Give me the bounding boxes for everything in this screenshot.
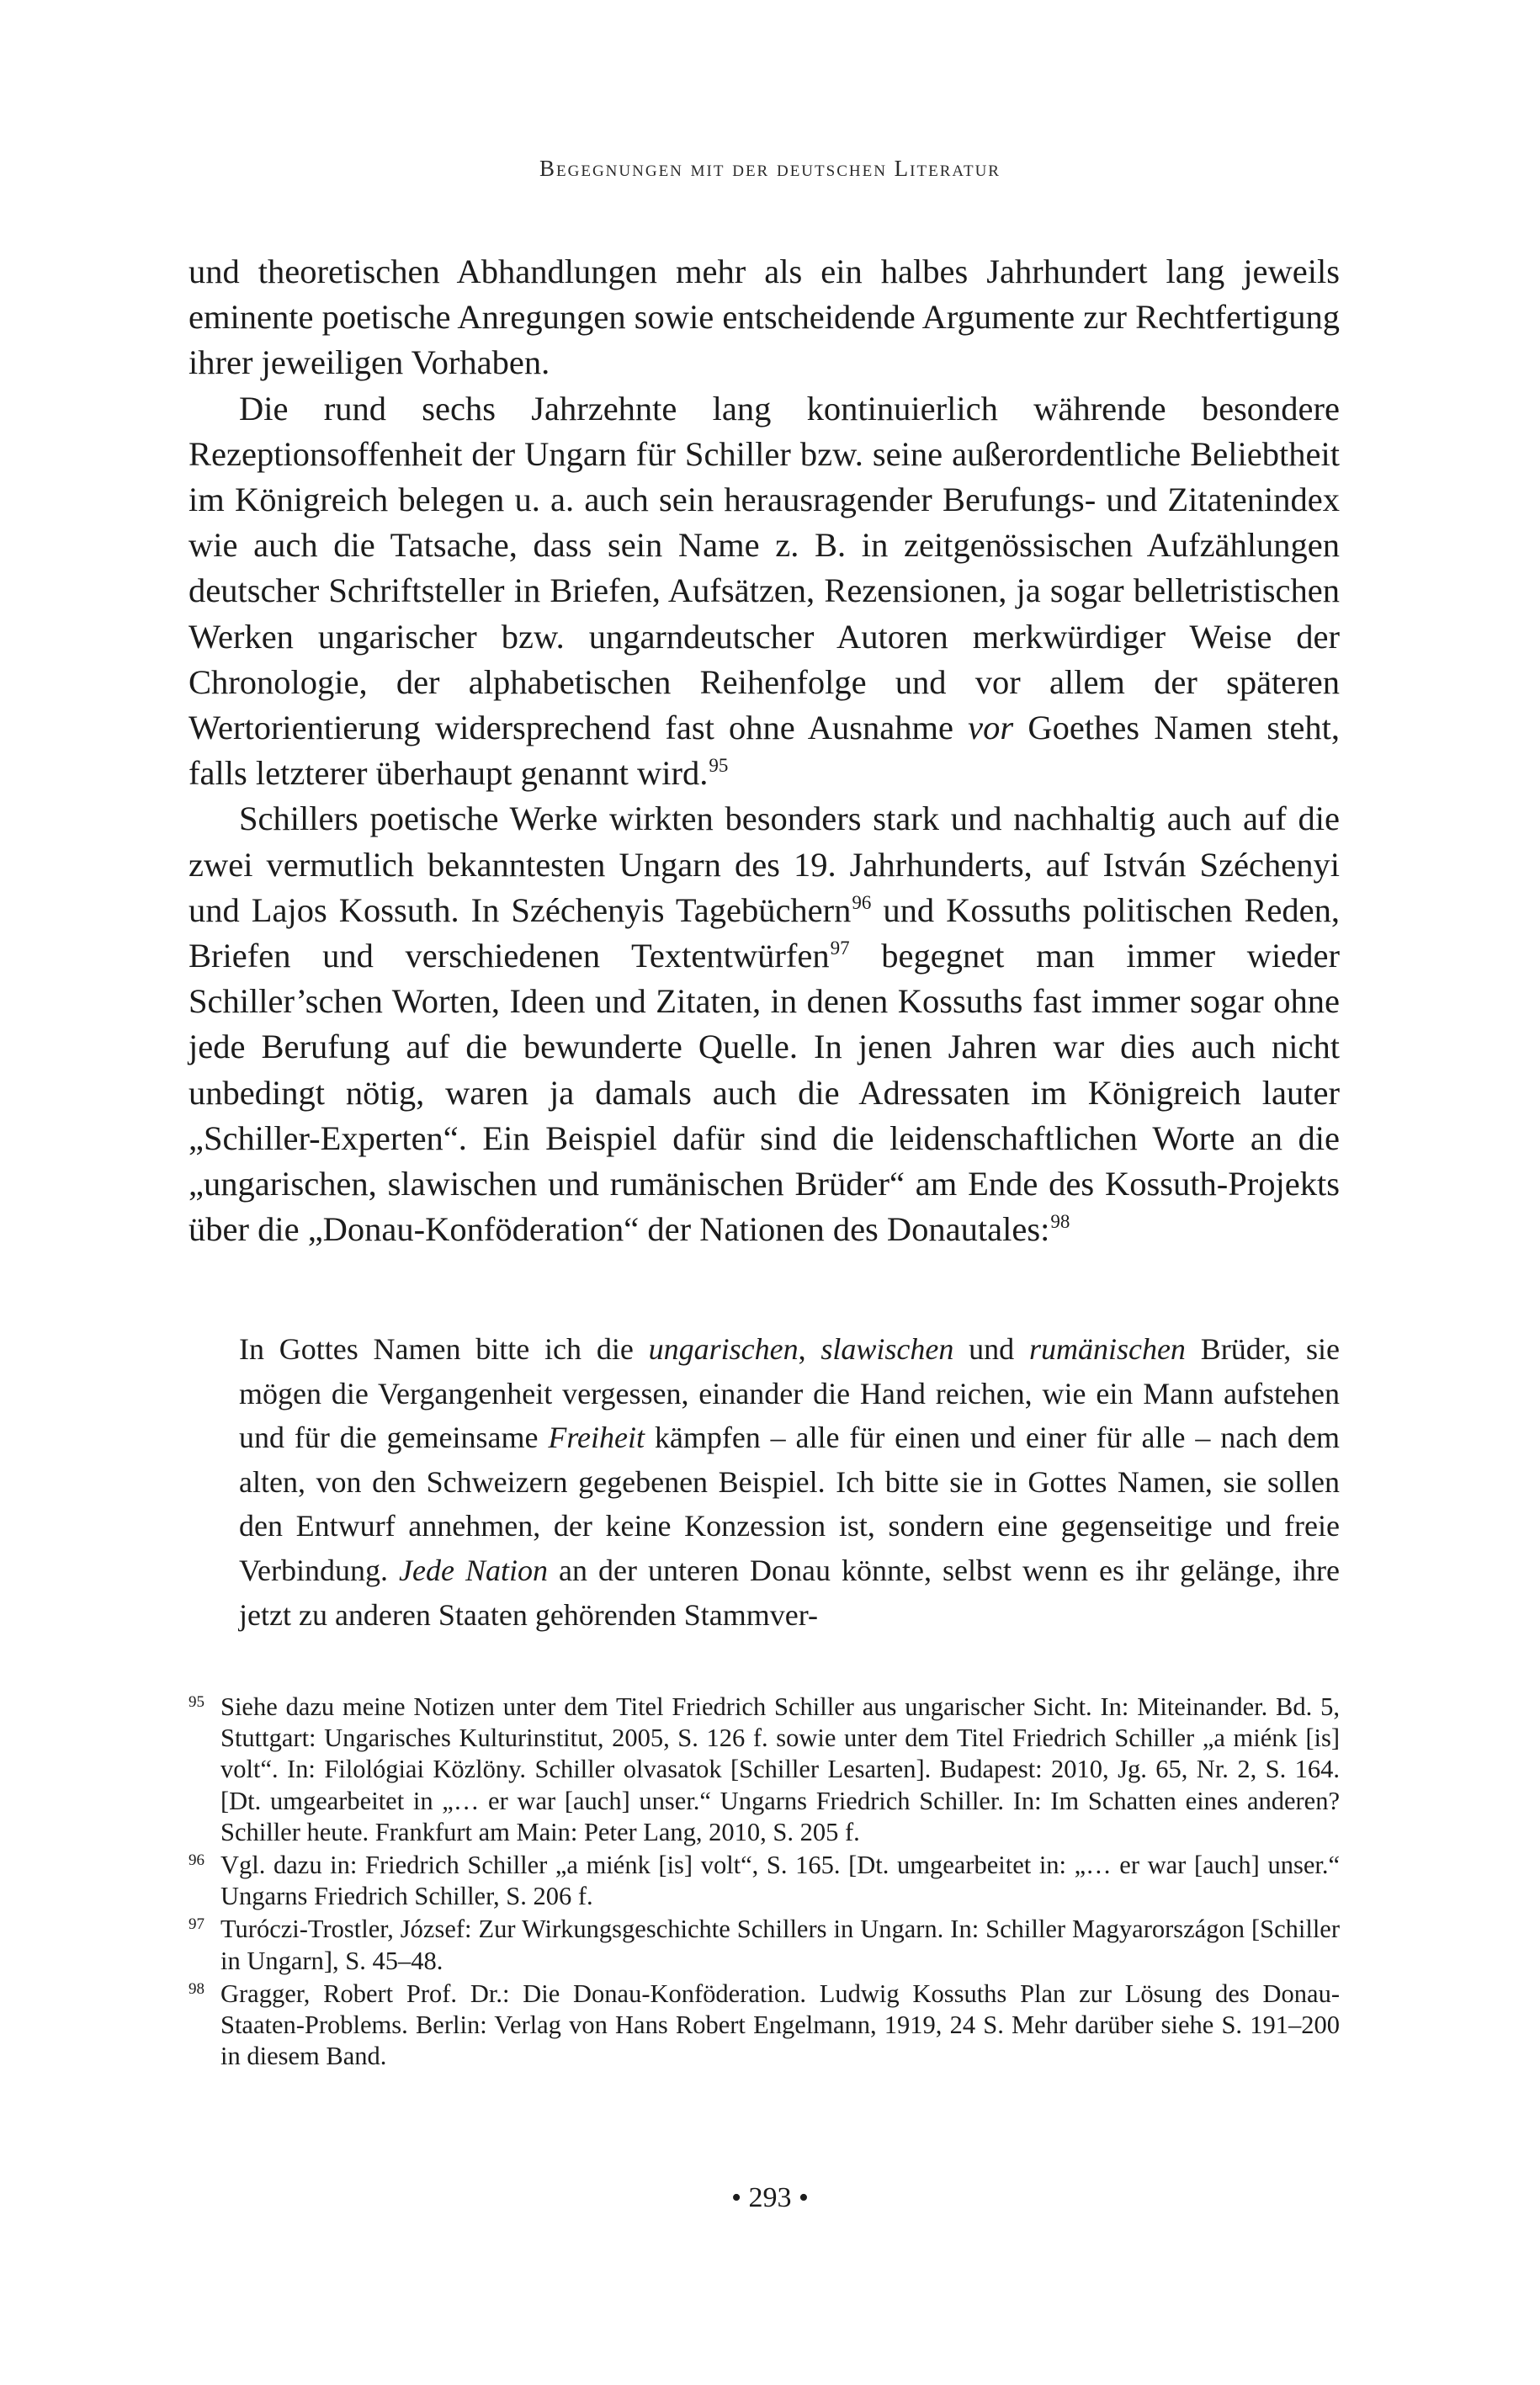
paragraph-2-emphasis: vor [968, 709, 1014, 747]
quote-emphasis: slawischen [820, 1332, 954, 1366]
paragraph-2-text-a: Die rund sechs Jahrzehnte lang kontinuierlich währende besondere Rezeptionsoffenheit der Ungarn für Schiller bzw. seine außerordentliche Beliebtheit im Königreich belegen u. a. auch sein herausragender Berufungs- und Zitatenindex wie auch die Tatsache, dass sein Name z. B. in zeitgenössischen Aufzählungen deutscher Schriftsteller in Briefen, Aufsätzen, Rezensionen, ja sogar belletristischen Werken ungarischer bzw. ungarndeutscher Autoren merkwürdiger Weise der Chronologie, der alphabetischen Reihenfolge und vor allem der späteren Wertorientierung widersprechend fast ohne Ausnahme [189, 389, 1340, 747]
block-quote [239, 1327, 1340, 1637]
footnote-95 [189, 1692, 1340, 1848]
footnote-number: 95 [189, 1693, 204, 1711]
footnote-text: Siehe dazu meine Notizen unter dem Titel Friedrich Schiller aus ungarischer Sicht. In: Miteinander. Bd. 5, Stuttgart: Ungarisches Kulturinstitut, 2005, S. 126 f. sowie unter dem Titel Friedrich Schiller „a miénk [is] volt“. In: Filológiai Közlöny. Schiller olvasatok [Schiller Lesarten]. Budapest: 2010, Jg. 65, Nr. 2, S. 164. [Dt. umgearbeitet in „… er war [auch] unser.“ Ungarns Friedrich Schiller. In: Im Schatten eines anderen? Schiller heute. Frankfurt am Main: Peter Lang, 2010, S. 205 f. [220, 1692, 1340, 1846]
paragraph-2 [189, 386, 1340, 797]
running-head: Begegnungen mit der deutschen Literatur [539, 156, 1001, 181]
footnote-97 [189, 1914, 1340, 1976]
quote-emphasis: rumänischen [1028, 1332, 1186, 1366]
footnote-98 [189, 1979, 1340, 2073]
footnote-text: Gragger, Robert Prof. Dr.: Die Donau-Konföderation. Ludwig Kossuths Plan zur Lösung des Donau-Staaten-Problems. Berlin: Verlag von Hans Robert Engelmann, 1919, 24 S. Mehr darüber siehe S. 191–200 in diesem Band. [220, 1979, 1340, 2071]
footnote-ref-95[interactable]: 95 [709, 755, 729, 777]
paragraph-3-text-c: begegnet man immer wieder Schiller’schen Worten, Ideen und Zitaten, in denen Kossuths fast immer sogar ohne jede Berufung auf die bewunderte Quelle. In jenen Jahren war dies auch nicht unbedingt nötig, waren ja damals auch die Adressaten im Königreich lauter „Schiller-Experten“. Ein Beispiel dafür sind die leidenschaftlichen Worte an die „ungarischen, slawischen und rumänischen Brüder“ am Ende des Kossuth-Projekts über die „Donau-Konföderation“ der Nationen des Donautales: [189, 937, 1340, 1249]
footnote-number: 97 [189, 1915, 204, 1934]
main-text [189, 249, 1340, 1252]
page-number: • 293 • [731, 2182, 809, 2213]
footnote-ref-96[interactable]: 96 [852, 891, 872, 913]
quote-text: Brüder, sie mögen die Vergangenheit vergessen, einander die Hand reichen, wie ein Mann aufstehen und für die gemeinsame [239, 1332, 1341, 1455]
footnote-text: Vgl. dazu in: Friedrich Schiller „a miénk [is] volt“, S. 165. [Dt. umgearbeitet in: „… er war [auch] unser.“ Ungarns Friedrich Schiller, S. 206 f. [220, 1851, 1340, 1911]
paragraph-3-text-b: und Kossuths politischen Reden, Briefen und verschiedenen Textentwürfen [189, 890, 1340, 975]
quote-text: an der unteren Donau könnte, selbst wenn es ihr gelänge, ihre jetzt zu anderen Staaten gehörenden Stammver- [239, 1553, 1341, 1632]
paragraph-1 [189, 249, 1340, 386]
quote-emphasis: ungarischen [648, 1332, 799, 1366]
footnote-ref-97[interactable]: 97 [830, 938, 850, 959]
paragraph-3-text-a: Schillers poetische Werke wirkten besonders stark und nachhaltig auch auf die zwei vermutlich bekanntesten Ungarn des 19. Jahrhunderts, auf István Széchenyi und Lajos Kossuth. In Széchenyis Tagebüchern [189, 799, 1340, 929]
footnote-number: 98 [189, 1979, 204, 1998]
quote-text: kämpfen – alle für einen und einer für alle – nach dem alten, von den Schweizern gegebenen Beispiel. Ich bitte sie in Gottes Namen, sie sollen den Entwurf annehmen, der keine Konzession ist, sondern eine gegenseitige und freie Verbindung. [239, 1421, 1340, 1587]
paragraph-1-text: und theoretischen Abhandlungen mehr als ein halbes Jahrhundert lang jeweils eminente poetische Anregungen sowie entscheidende Argumente zur Rechtfertigung ihrer jeweiligen Vorhaben. [189, 252, 1340, 382]
footnote-96 [189, 1850, 1340, 1912]
footnote-ref-98[interactable]: 98 [1050, 1211, 1070, 1233]
footnote-text: Turóczi-Trostler, József: Zur Wirkungsgeschichte Schillers in Ungarn. In: Schiller Magyarországon [Schiller in Ungarn], S. 45–48. [220, 1915, 1340, 1975]
quote-text: und [953, 1332, 1029, 1366]
paragraph-2-text-b: Goethes Namen steht, falls letzterer überhaupt genannt wird. [189, 709, 1341, 793]
footnote-number: 96 [189, 1851, 204, 1870]
quote-emphasis: Freiheit [548, 1421, 645, 1455]
paragraph-3 [189, 796, 1340, 1252]
quote-emphasis: Jede Nation [399, 1553, 548, 1587]
footnotes [189, 1692, 1340, 2074]
quote-text: In Gottes Namen bitte ich die [239, 1332, 649, 1366]
quote-text: , [798, 1332, 821, 1366]
